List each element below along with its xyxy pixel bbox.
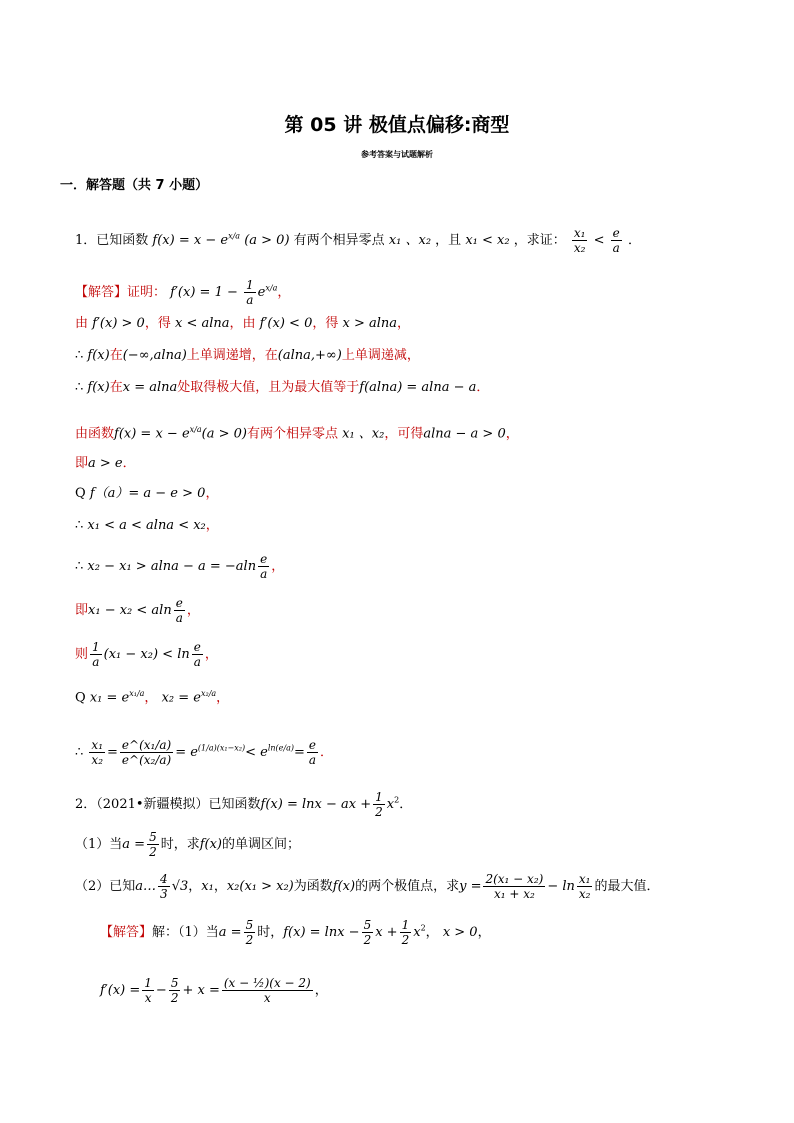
q1-ratio-fraction: $\frac{\text{x₁}}{\text{x₂}}$ <box>573 226 586 255</box>
sol1-line-11: 则 $\frac{1}{a}$ (x₁ − x₂) < ln $\frac{e}{a}$ ， <box>75 640 218 669</box>
page-title: 第 05 讲 极值点偏移:商型 <box>284 114 510 136</box>
sol1-fraction: $\frac{1}{a}$ <box>246 278 254 307</box>
q1-prove: ，求证： <box>513 233 566 248</box>
q1-mid-text: 有两个相异零点 <box>293 233 385 248</box>
q1-function: f(x) = x − e <box>152 233 229 248</box>
question-2-part-2: （2）已知a… $\frac{4}{3}$ √3，x₁，x₂(x₁ > x₂)为函数f(x)的两个极值点，求y = $\frac{\text{2(x₁ − x₂)}}{\text{x₁ + x₂}}$ − ln $\frac{\text{x₁}}{\text{x₂}}$ 的最大值． <box>75 872 660 901</box>
q1-order: x₁ < x₂ <box>465 233 510 248</box>
sol1-exponent: x/a <box>265 283 278 293</box>
section-heading: 一．解答题（共 7 小题） <box>60 178 209 193</box>
answer-tag: 【解答】 <box>75 285 128 300</box>
sol2-line-2: f′(x) = $\frac{1}{x}$ − $\frac{5}{2}$ + x = $\frac{\text{(x − ½)(x − 2)}}{x}$ ， <box>100 976 328 1005</box>
question-2-stem: 2．（2021•新疆模拟）已知函数f(x) = lnx − ax + $\frac{1}{2}$ $x^2$． <box>75 790 413 819</box>
sol1-e: e <box>257 285 266 300</box>
sol1-line-2: 由 f′(x) > 0，得 x < alna，由 f′(x) < 0，得 x > alna， <box>75 316 411 331</box>
question-1-stem <box>75 226 641 255</box>
sol1-line-1 <box>75 278 290 307</box>
sol1-derivative: f′(x) = 1 − <box>170 285 238 300</box>
q1-e-over-a-fraction: $\frac{e}{a}$ <box>612 226 620 255</box>
sol1-line-8: ∴ x₁ < a < alna < x₂， <box>75 518 219 533</box>
sol2-line-1: 【解答】解：（1）当a = $\frac{5}{2}$ 时，f(x) = lnx − $\frac{5}{2}$ x + $\frac{1}{2}$ $x^2$， x > 0， <box>100 918 491 947</box>
sol1-line-3: ∴ f(x)在(−∞,alna)上单调递增，在(alna,+∞)上单调递减， <box>75 348 420 363</box>
sol1-line-4: ∴ f(x)在x = alna处取得极大值，且为最大值等于f(alna) = alna − a． <box>75 380 490 395</box>
sol1-line-9: ∴ x₂ − x₁ > alna − a = −aln $\frac{e}{a}$ ， <box>75 552 285 581</box>
q1-vars: x₁ 、x₂ <box>388 233 432 248</box>
sol1-line-13: ∴ $\frac{\text{x₁}}{\text{x₂}}$ = $\frac{\text{e\textasciicircum{}(x₁/a)}}{\text{e\textasciicircum{}(x₂/a)}}$ = $e^{(1/a)(x_1-x_2)}< e^{ln(e/a)}=$ $\frac{e}{a}$ ． <box>75 738 334 767</box>
q1-prefix: 1．已知函数 <box>75 233 149 248</box>
q1-and: ，且 <box>435 233 462 248</box>
sol1-line-7: Q f（a）= a − e > 0， <box>75 486 219 501</box>
sol1-line-12: Q $x_1 = e^{x_1/a}$， $x_2 = e^{x_2/a}$， <box>75 689 230 706</box>
question-2-part-1: （1）当a = $\frac{5}{2}$ 时，求f(x)的单调区间； <box>75 830 301 859</box>
sol1-line-5: 由函数$f(x) = x - e^{x/a}(a > 0)$有两个相异零点 x₁ 、x₂，可得alna − a > 0， <box>75 425 519 442</box>
q1-function-exponent: x/a <box>228 231 241 241</box>
sol1-line-10: 即x₁ − x₂ < aln $\frac{e}{a}$ ， <box>75 596 200 625</box>
sol1-line-6: 即a > e． <box>75 456 136 471</box>
sol1-proof-label: 证明： <box>127 285 167 300</box>
sol1-l1-end: ， <box>277 285 291 300</box>
q1-end: ． <box>627 233 641 248</box>
q1-condition: (a > 0) <box>244 233 290 248</box>
page-subtitle: 参考答案与试题解析 <box>361 150 433 159</box>
q1-lt: < <box>593 233 605 248</box>
